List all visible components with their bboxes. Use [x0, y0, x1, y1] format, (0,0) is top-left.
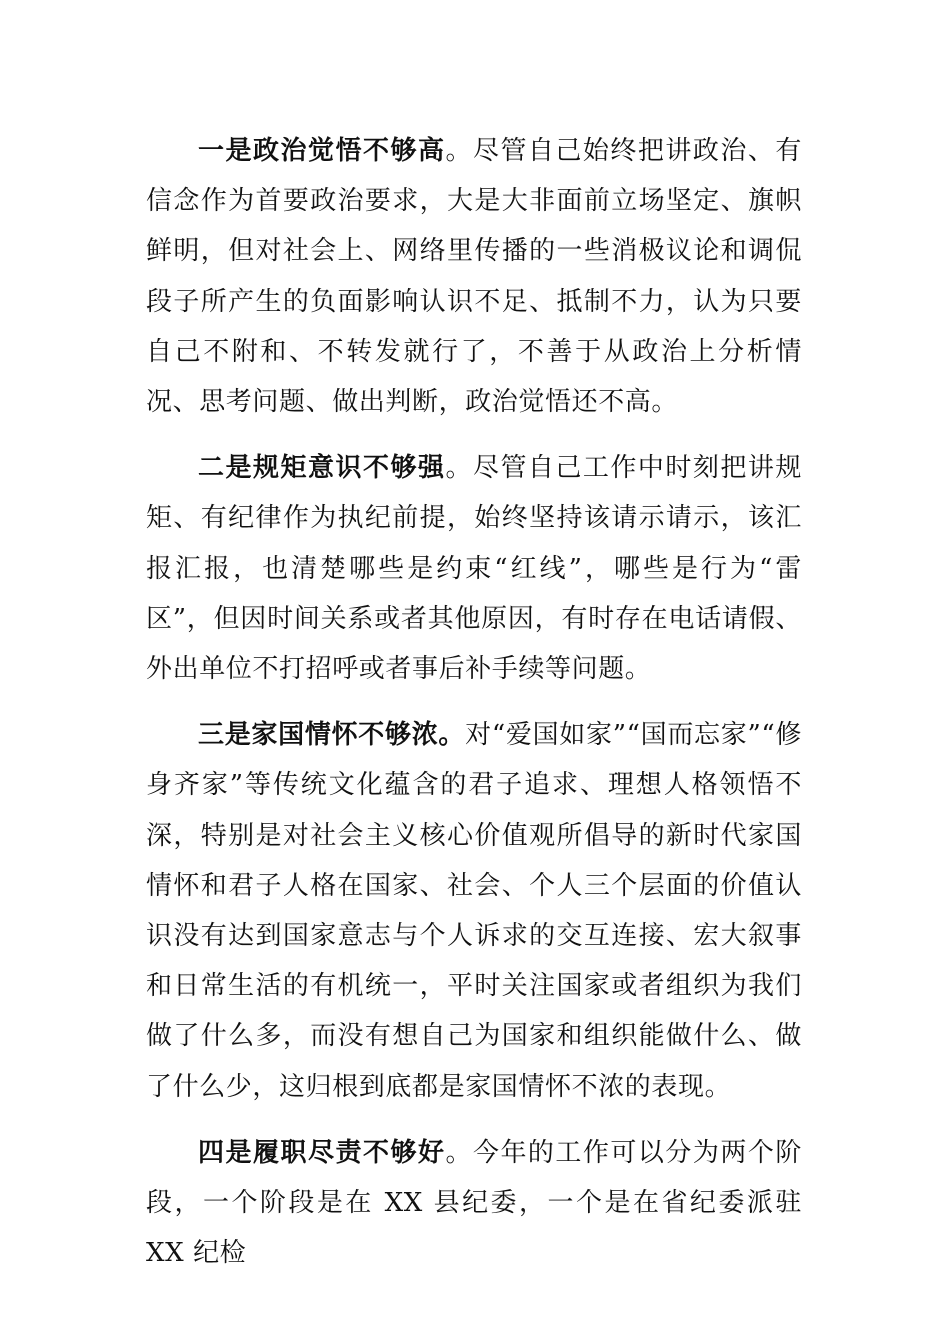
paragraph-lead: 四是履职尽责不够好 [198, 1137, 446, 1168]
paragraph-lead: 二是规矩意识不够强 [198, 453, 446, 484]
paragraph-patriotism [146, 710, 802, 1112]
paragraph-political-awareness [146, 126, 802, 427]
paragraph-text: 对“爱国如家”“国而忘家”“修身齐家”等传统文化蕴含的君子追求、理想人格领悟不深，特别是对社会主义核心价值观所倡导的新时代家国情怀和君子人格在国家、社会、个人三个层面的价值认识没有达到国家意志与个人诉求的交互连接、宏大叙事和日常生活的有机统一，平时关注国家或者组织为我们做了什么多，而没有想自己为国家和组织能做什么、做了什么少，这归根到底都是家国情怀不浓的表现。 [146, 720, 802, 1102]
paragraph-lead: 一是政治觉悟不够高 [198, 136, 446, 166]
paragraph-rules-awareness [146, 443, 802, 694]
paragraph-text: 。今年的工作可以分为两个阶段，一个阶段是在 XX 县纪委，一个是在省纪委派驻 XX 纪检 [146, 1137, 802, 1269]
paragraph-text: 。尽管自己始终把讲政治、有信念作为首要政治要求，大是大非面前立场坚定、旗帜鲜明，但对社会上、网络里传播的一些消极议论和调侃段子所产生的负面影响认识不足、抵制不力，认为只要自己不附和、不转发就行了，不善于从政治上分析情况、思考问题、做出判断，政治觉悟还不高。 [146, 136, 802, 418]
paragraph-text: 。尽管自己工作中时刻把讲规矩、有纪律作为执纪前提，始终坚持该请示请示，该汇报汇报，也清楚哪些是约束“红线”，哪些是行为“雷区”，但因时间关系或者其他原因，有时存在电话请假、外出单位不打招呼或者事后补手续等问题。 [146, 453, 802, 685]
document-body [146, 126, 802, 1294]
paragraph-duty-performance [146, 1128, 802, 1279]
paragraph-lead: 三是家国情怀不够浓。 [198, 720, 466, 751]
